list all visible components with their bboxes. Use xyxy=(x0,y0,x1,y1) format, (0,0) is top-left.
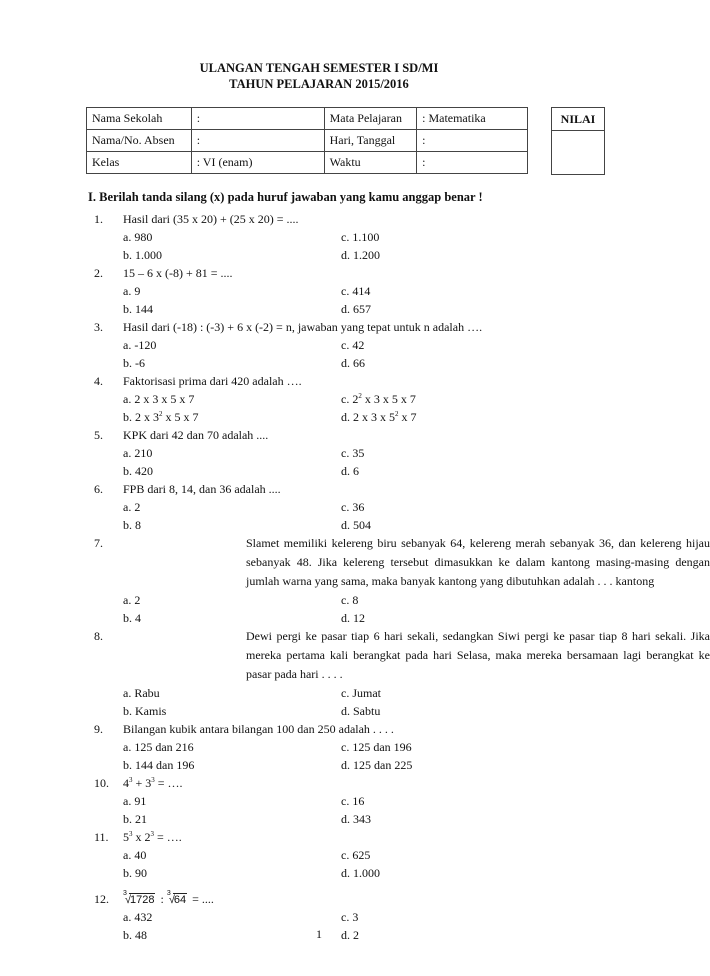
option-c[interactable]: c. 1.100 xyxy=(341,230,380,244)
question-number: 11. xyxy=(94,830,109,844)
cube-root: 3 √ 64 xyxy=(166,890,187,906)
option-a[interactable]: a. 40 xyxy=(123,848,147,862)
question-item xyxy=(0,264,638,318)
question-text: $4^3 + 3^3$ = …. xyxy=(123,776,183,790)
question-item xyxy=(0,720,638,774)
identity-row xyxy=(87,152,528,174)
option-a[interactable]: a. 9 xyxy=(123,284,141,298)
question-text: KPK dari 42 dan 70 adalah .... xyxy=(123,428,269,442)
question-text: 3 √ 1728 : 3 √ 64 = .... xyxy=(123,890,587,909)
question-text: 15 – 6 x (-8) + 81 = .... xyxy=(123,266,233,280)
option-a[interactable]: a. Rabu xyxy=(123,686,160,700)
page-number: 1 xyxy=(316,927,322,941)
question-text: Slamet memiliki kelereng biru sebanyak 64, kelereng merah sebanyak 36, dan kelereng hijau sebanyak 48. Jika kelereng tersebut dimasukkan ke dalam kantong masing-masing dengan jumlah warna yang sama, maka banyak kantong yang dibutuhkan adalah . . . kantong xyxy=(246,536,710,588)
option-c[interactable]: c. 36 xyxy=(341,500,365,514)
section-instruction: I. Berilah tanda silang (x) pada huruf jawaban yang kamu anggap benar ! xyxy=(88,190,483,204)
identity-cell-v2: : Matematika xyxy=(417,108,528,130)
identity-cell-l1: Nama/No. Absen xyxy=(87,130,192,152)
option-b[interactable]: b. 1.000 xyxy=(123,248,162,262)
option-b[interactable]: b. 21 xyxy=(123,812,147,826)
cube-root: 3 √ 1728 xyxy=(123,890,155,906)
identity-cell-v1: : xyxy=(191,108,324,130)
option-c[interactable]: c. 35 xyxy=(341,446,365,460)
option-d[interactable]: d. 2 x 3 x $5^2$ x 7 xyxy=(341,410,417,424)
question-text: Hasil dari (-18) : (-3) + 6 x (-2) = n, jawaban yang tepat untuk n adalah …. xyxy=(123,320,483,334)
question-item xyxy=(0,372,638,426)
option-c[interactable]: c. 414 xyxy=(341,284,371,298)
question-item xyxy=(0,480,638,534)
option-d[interactable]: d. Sabtu xyxy=(341,704,381,718)
option-b[interactable]: b. 4 xyxy=(123,611,141,625)
identity-cell-v1: : VI (enam) xyxy=(191,152,324,174)
option-c[interactable]: c. 3 xyxy=(341,910,359,924)
question-number: 8. xyxy=(94,629,103,643)
option-c[interactable]: c. 125 dan 196 xyxy=(341,740,412,754)
question-text: $5^3$ x $2^3$ = …. xyxy=(123,830,182,844)
question-text: Faktorisasi prima dari 420 adalah …. xyxy=(123,374,302,388)
option-d[interactable]: d. 2 xyxy=(341,928,359,942)
question-number: 9. xyxy=(94,722,103,736)
identity-cell-l2: Waktu xyxy=(324,152,416,174)
question-number: 7. xyxy=(94,536,103,550)
option-d[interactable]: d. 12 xyxy=(341,611,365,625)
question-text: Hasil dari (35 x 20) + (25 x 20) = .... xyxy=(123,212,299,226)
question-item xyxy=(0,627,710,720)
option-b[interactable]: b. Kamis xyxy=(123,704,167,718)
question-item xyxy=(0,534,710,627)
option-b[interactable]: b. 48 xyxy=(123,928,147,942)
identity-cell-v1: : xyxy=(191,130,324,152)
option-d[interactable]: d. 1.200 xyxy=(341,248,380,262)
score-box xyxy=(551,107,605,175)
question-text: FPB dari 8, 14, dan 36 adalah .... xyxy=(123,482,281,496)
identity-cell-l2: Mata Pelajaran xyxy=(324,108,416,130)
option-a[interactable]: a. 2 xyxy=(123,500,141,514)
option-a[interactable]: a. 980 xyxy=(123,230,153,244)
option-d[interactable]: d. 6 xyxy=(341,464,359,478)
question-number: 3. xyxy=(94,320,103,334)
identity-table xyxy=(86,107,528,174)
option-c[interactable]: c. 625 xyxy=(341,848,371,862)
identity-cell-l1: Nama Sekolah xyxy=(87,108,192,130)
option-c[interactable]: c. Jumat xyxy=(341,686,381,700)
question-number: 2. xyxy=(94,266,103,280)
option-b[interactable]: b. 90 xyxy=(123,866,147,880)
option-d[interactable]: d. 343 xyxy=(341,812,371,826)
identity-cell-l1: Kelas xyxy=(87,152,192,174)
option-a[interactable]: a. 91 xyxy=(123,794,147,808)
question-text: Bilangan kubik antara bilangan 100 dan 250 adalah . . . . xyxy=(123,722,394,736)
question-text: Dewi pergi ke pasar tiap 6 hari sekali, sedangkan Siwi pergi ke pasar tiap 8 hari sekali. Jika mereka pertama kali berangkat pada hari Selasa, maka mereka bersamaan lagi berangkat ke pasar pada hari . . . . xyxy=(246,629,710,681)
option-d[interactable]: d. 1.000 xyxy=(341,866,380,880)
option-c[interactable]: c. 8 xyxy=(341,593,359,607)
exam-title: ULANGAN TENGAH SEMESTER I SD/MI xyxy=(199,61,439,75)
option-c[interactable]: c. 16 xyxy=(341,794,365,808)
identity-cell-l2: Hari, Tanggal xyxy=(324,130,416,152)
option-b[interactable]: b. -6 xyxy=(123,356,145,370)
identity-cell-v2: : xyxy=(417,152,528,174)
question-number: 6. xyxy=(94,482,103,496)
option-a[interactable]: a. 2 x 3 x 5 x 7 xyxy=(123,392,195,406)
question-item xyxy=(0,774,638,828)
option-a[interactable]: a. 432 xyxy=(123,910,153,924)
option-d[interactable]: d. 125 dan 225 xyxy=(341,758,413,772)
question-number: 10. xyxy=(94,776,109,790)
identity-row xyxy=(87,130,528,152)
question-item xyxy=(0,318,638,372)
option-a[interactable]: a. 210 xyxy=(123,446,153,460)
identity-cell-v2: : xyxy=(417,130,528,152)
option-a[interactable]: a. 125 dan 216 xyxy=(123,740,194,754)
option-b[interactable]: b. 144 dan 196 xyxy=(123,758,195,772)
option-c[interactable]: c. $2^2$ x 3 x 5 x 7 xyxy=(341,392,416,406)
option-d[interactable]: d. 657 xyxy=(341,302,371,316)
question-item xyxy=(0,426,638,480)
question-number: 5. xyxy=(94,428,103,442)
identity-row xyxy=(87,108,528,130)
option-a[interactable]: a. 2 xyxy=(123,593,141,607)
option-b[interactable]: b. 420 xyxy=(123,464,153,478)
exam-year: TAHUN PELAJARAN 2015/2016 xyxy=(229,77,409,91)
question-item xyxy=(0,210,638,264)
option-b[interactable]: b. 144 xyxy=(123,302,153,316)
score-label: NILAI xyxy=(552,108,604,131)
option-d[interactable]: d. 504 xyxy=(341,518,371,532)
question-number: 1. xyxy=(94,212,103,226)
question-number: 12. xyxy=(94,892,109,906)
option-c[interactable]: c. 42 xyxy=(341,338,365,352)
question-list xyxy=(0,210,710,944)
option-b[interactable]: b. 8 xyxy=(123,518,141,532)
question-item xyxy=(0,828,638,882)
option-b[interactable]: b. 2 x $3^2$ x 5 x 7 xyxy=(123,410,199,424)
option-d[interactable]: d. 66 xyxy=(341,356,365,370)
option-a[interactable]: a. -120 xyxy=(123,338,157,352)
question-number: 4. xyxy=(94,374,103,388)
